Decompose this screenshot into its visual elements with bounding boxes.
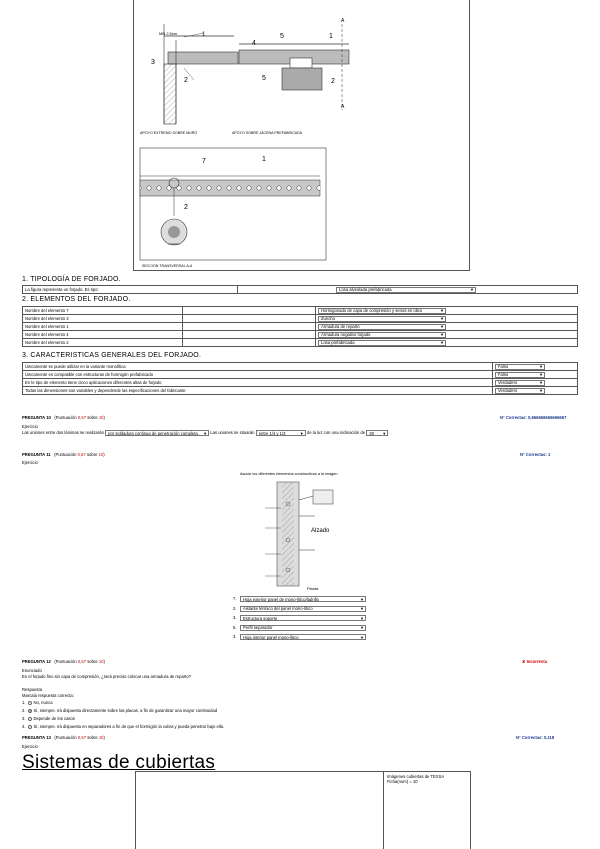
s3-row — [23, 387, 578, 395]
q11-select[interactable]: Hoja interior panel mono-lítico ▼ — [240, 634, 366, 640]
q12-option[interactable]: 1. No, nunca — [22, 700, 53, 705]
s3-row-label: Todas las dimensiones son variables y dependende las especificaciones del fabricante — [23, 387, 493, 395]
q12-header: PREGUNTA 12 (Puntuación 0,67 sobre 10) — [22, 659, 105, 664]
q11-result: N° Correctas: 1 — [520, 452, 551, 457]
q10-angle-select[interactable]: 30 ▼ — [366, 430, 388, 436]
s3-row-label: Únicamente es compatible con estructuras de hormigón prefabricado — [23, 371, 493, 379]
q12-enunciado: En el forjado fino sin capa de compresión, ¿será preciso colocar una armadura de reparto? — [22, 674, 191, 679]
s3-row-label: En le tipo de elemento tiene cinco aplicaciones diferentes altas de forjado — [23, 379, 493, 387]
s2-select[interactable]: Zuncho ▼ — [318, 316, 446, 322]
q11-answers — [233, 596, 366, 644]
s2-row — [23, 331, 578, 339]
svg-text:1: 1 — [202, 32, 206, 38]
q11-answer-row: 3. Estructura soporte ▼ — [233, 615, 364, 621]
s2-select[interactable]: Hormigonado de capa de compresión y senos en obra ▼ — [318, 308, 446, 314]
caption-jacena: APOYO SOBRE JÁCENA PREFABRICADA — [232, 131, 303, 135]
s3-select[interactable]: Verdadero ▼ — [495, 388, 545, 394]
alzado-label: Alzado — [311, 528, 330, 534]
chevron-down-icon: ▼ — [470, 287, 474, 292]
s2-select[interactable]: Armadura negativo forjado ▼ — [318, 332, 446, 338]
s2-row — [23, 339, 578, 347]
s3-row — [23, 371, 578, 379]
detail-seccion — [140, 148, 326, 260]
q11-select[interactable]: Hoja exterior panel de mono-lítico/ladrillo ▼ — [240, 596, 366, 602]
q12-option[interactable]: 4. Sí, siempre. Irá dispuesta en separadores a fin de que el hormigón la cubra y pueda penetrar bajo ella. — [22, 724, 225, 729]
q10-sentence: Las uniones entre dos láminas se realizarán por soldadura continua de penetración completa. ▼ Las uniones se situarán entre 1/4 y 1/3 ▼ de la luz con una inclinación de 30 ▼ . — [22, 430, 391, 436]
divider — [383, 772, 384, 849]
svg-text:1: 1 — [329, 33, 333, 40]
q12-marca: Marcala respuesta correcta: — [22, 693, 74, 698]
cross-icon: ✘ — [522, 659, 526, 664]
muro-drawing — [255, 480, 355, 592]
dim-label: MN 2,5cm — [159, 31, 178, 36]
q10-position-select[interactable]: entre 1/4 y 1/3 ▼ — [256, 430, 306, 436]
q13-header: PREGUNTA 13 (Puntuación 0,67 sobre 10) — [22, 735, 105, 740]
section-3-table — [22, 362, 578, 395]
q12-respuesta-label: Respuesta — [22, 687, 43, 692]
s3-row-label: Únicamente se puede utilizar en la variante monolítica — [23, 363, 493, 371]
svg-text:2: 2 — [184, 204, 188, 211]
s2-row-label: Nombre del elemento 7 — [23, 307, 183, 315]
s3-select[interactable]: Verdadero ▼ — [495, 380, 545, 386]
tipologia-select[interactable]: Losa alveolada prefabricada ▼ — [336, 287, 476, 293]
q10-result: N° Correctas: 0,666666666666667 — [500, 415, 567, 420]
s2-select[interactable]: Losa prefabricada ▼ — [318, 340, 446, 346]
svg-text:7: 7 — [202, 158, 206, 165]
s2-select[interactable]: Armadura de reparto ▼ — [318, 324, 446, 330]
radio-icon[interactable] — [28, 717, 32, 721]
q13-label: Ejercicio — [22, 744, 38, 749]
section-2-table — [22, 306, 578, 347]
planta-label: Planta — [307, 586, 319, 591]
detail-muro — [164, 24, 238, 124]
forjado-figure — [133, 0, 470, 271]
svg-text:4: 4 — [252, 40, 256, 47]
section-3-title: 3. CARACTERISTICAS GENERALES DEL FORJADO. — [22, 352, 202, 359]
s2-row — [23, 315, 578, 323]
q13-result: N° Correctas: 0,118 — [516, 735, 555, 740]
page-title: Sistemas de cubiertas — [22, 752, 216, 773]
q10-header: PREGUNTA 10 (Puntuación 0,67 sobre 10) — [22, 415, 105, 420]
caption-muro: APOYO EXTREMO SOBRE MURO — [140, 131, 198, 135]
section-1-title: 1. TIPOLOGÍA DE FORJADO. — [22, 276, 121, 283]
s3-row — [23, 363, 578, 371]
s1-question: La figura representa un forjado. Es tipo: — [23, 286, 238, 294]
q10-union-select[interactable]: por soldadura continua de penetración completa. ▼ — [105, 430, 209, 436]
q11-header: PREGUNTA 11 (Puntuación 0,67 sobre 10) — [22, 452, 105, 457]
cubiertas-caption: Imágenes cubiertas de TEXSA Ficha(num) = 10 — [387, 774, 445, 784]
s2-row-label: Nombre del elemento 1 — [23, 323, 183, 331]
svg-text:5: 5 — [280, 33, 284, 40]
q11-caption: Asocie los diferentes elementos constructivos a la imagen — [240, 472, 338, 476]
svg-text:5: 5 — [262, 75, 266, 82]
s2-row — [23, 307, 578, 315]
q10-label: Ejercicio — [22, 424, 38, 429]
s3-row — [23, 379, 578, 387]
q12-option[interactable]: 3. Depende de los casos — [22, 716, 75, 721]
s2-row-label: Nombre del elemento 3 — [23, 315, 183, 323]
q11-select[interactable]: Perfil separador ▼ — [240, 625, 366, 631]
section-1-table — [22, 285, 578, 294]
svg-text:1: 1 — [262, 156, 266, 163]
q11-answer-row: 2. Aislante térmico del panel mono-lítico ▼ — [233, 605, 364, 611]
section-2-title: 2. ELEMENTOS DEL FORJADO. — [22, 296, 131, 303]
q11-label: Ejercicio — [22, 460, 38, 465]
radio-icon[interactable] — [28, 725, 32, 729]
q11-select[interactable]: Aislante térmico del panel mono-lítico ▼ — [240, 606, 366, 612]
q11-answer-row: 7. Hoja exterior panel de mono-lítico/ladrillo ▼ — [233, 596, 364, 602]
s2-row — [23, 323, 578, 331]
svg-text:3: 3 — [151, 59, 155, 66]
caption-seccion: SECCIÓN TRANSVERSAL A-A — [142, 264, 193, 268]
cubiertas-figure — [135, 771, 471, 849]
radio-icon[interactable] — [28, 701, 32, 705]
radio-icon[interactable] — [28, 709, 32, 713]
q12-options — [22, 700, 224, 732]
s3-select[interactable]: Falso ▼ — [495, 364, 545, 370]
q12-result: ✘ Incorrecta — [522, 659, 547, 664]
svg-text:A: A — [341, 18, 345, 24]
q11-answer-row: 5. Perfil separador ▼ — [233, 624, 364, 630]
q11-answer-row: 3. Hoja interior panel mono-lítico ▼ — [233, 634, 364, 640]
svg-text:2: 2 — [184, 77, 188, 84]
s2-row-label: Nombre del elemento 4 — [23, 331, 183, 339]
q12-option[interactable]: 2. Sí, siempre. Irá dispuesta directamente sobre las placas, a fin de garantizar una mayor continuidad — [22, 708, 218, 713]
s2-row-label: Nombre del elemento 2 — [23, 339, 183, 347]
q11-select[interactable]: Estructura soporte ▼ — [240, 615, 366, 621]
q12-enunciado-label: Enunciado — [22, 668, 42, 673]
forjado-drawing — [134, 0, 469, 270]
svg-text:A: A — [341, 104, 345, 110]
s3-select[interactable]: Falso ▼ — [495, 372, 545, 378]
svg-text:2: 2 — [331, 78, 335, 85]
